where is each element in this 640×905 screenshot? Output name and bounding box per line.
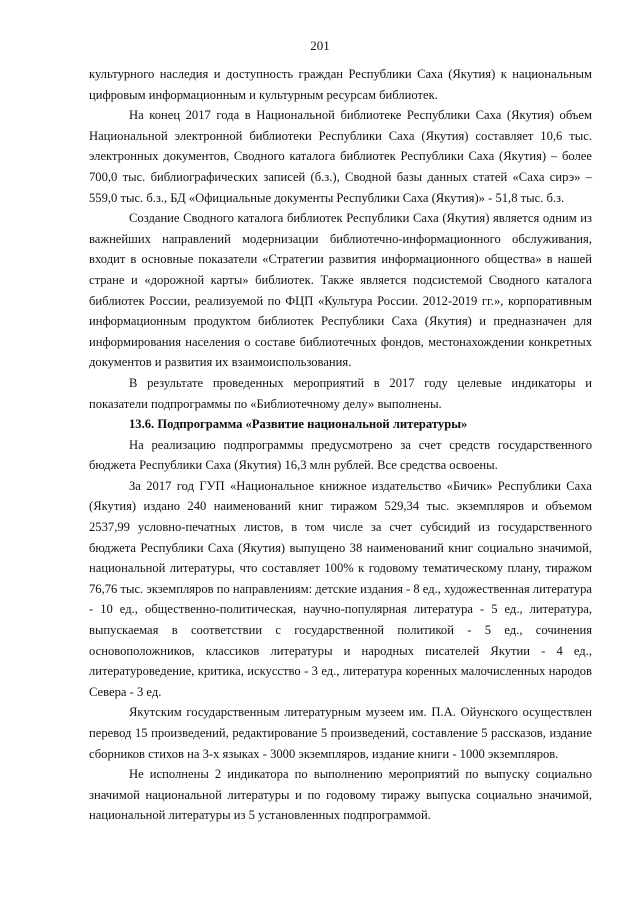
paragraph-electronic-library: На конец 2017 года в Национальной библиотеке Республики Саха (Якутия) объем Национальной электронной библиотеки Республики Саха (Якутия) составляет 10,6 тыс. электронных документов, Сводного каталога библиотек Республики Саха (Якутия) – более 700,0 тыс. библиографических записей (б.з.), Сводной базы данных статей «Саха сирэ» – 559,0 тыс. б.з., БД «Официальные документы Республики Саха (Якутия)» - 51,8 тыс. б.з. — [89, 108, 592, 205]
paragraph-funding: На реализацию подпрограммы предусмотрено за счет средств государственного бюджета Республики Саха (Якутия) 16,3 млн рублей. Все средства освоены. — [89, 437, 592, 473]
paragraph-museum: Якутским государственным литературным музеем им. П.А. Ойунского осуществлен перевод 15 произведений, редактирование 5 произведений, составление 5 рассказов, издание сборников стихов на 3-х языках - 3000 экземпляров, издание книги - 1000 экземпляров. — [89, 705, 592, 761]
document-body — [89, 64, 592, 826]
section-heading: 13.6. Подпрограмма «Развитие национальной литературы» — [129, 417, 468, 432]
paragraph-union-catalog: Создание Сводного каталога библиотек Республики Саха (Якутия) является одним из важнейших направлений модернизации библиотечно-информационного обслуживания, входит в основные показатели «Стратегии развития информационного общества» в нашей стране и «дорожной карты» библиотек. Также является подсистемой Сводного каталога библиотек России, реализуемой по ФЦП «Культура России. 2012-2019 гг.», корпоративным информационным продуктом библиотек Республики Саха (Якутия) и предназначен для информирования населения о составе библиотечных фондов, местонахождении конкретных документов и развития их взаимоиспользования. — [89, 211, 592, 370]
paragraph-indicators: Не исполнены 2 индикатора по выполнению мероприятий по выпуску социально значимой национальной литературы и по годовому тиражу выпуска социально значимой, национальной литературы из 5 установленных подпрограммой. — [89, 767, 592, 823]
page-number: 201 — [310, 38, 330, 53]
paragraph-continuation: культурного наследия и доступность граждан Республики Саха (Якутия) к национальным цифровым информационным и культурным ресурсам библиотек. — [89, 67, 592, 102]
paragraph-publishing: За 2017 год ГУП «Национальное книжное издательство «Бичик» Республики Саха (Якутия) издано 240 наименований книг тиражом 529,34 тыс. экземпляров и объемом 2537,99 условно-печатных листов, в том числе за счет субсидий из государственного бюджета Республики Саха (Якутия) выпущено 38 наименований книг социально значимой, национальной литературы, что составляет 100% к годовому тематическому плану, тиражом 76,76 тыс. экземпляров по направлениям: детские издания - 8 ед., художественная литература - 10 ед., общественно-политическая, научно-популярная литература - 5 ед., литература, выпускаемая в соответствии с государственной политикой - 5 ед., сочинения основоположников, классиков литературы и народных писателей Якутии - 4 ед., литературоведение, критика, искусство - 3 ед., литература коренных малочисленных народов Севера - 3 ед. — [89, 478, 592, 699]
paragraph-results: В результате проведенных мероприятий в 2017 году целевые индикаторы и показатели подпрограммы по «Библиотечному делу» выполнены. — [89, 375, 592, 411]
